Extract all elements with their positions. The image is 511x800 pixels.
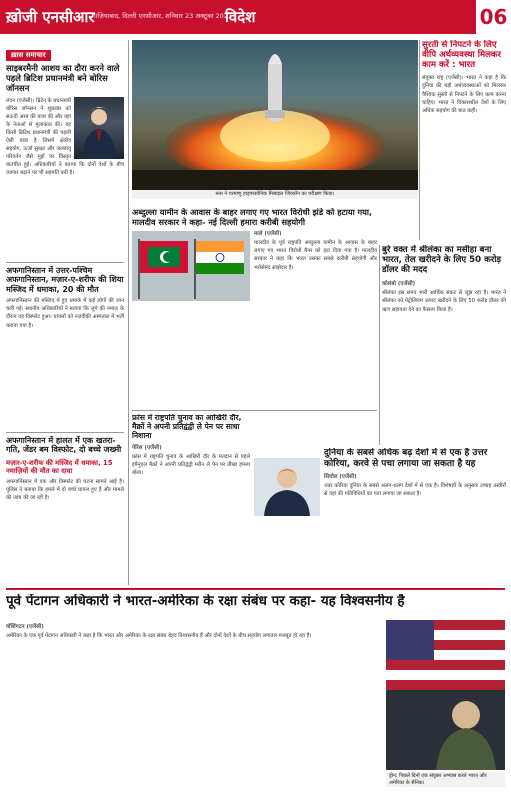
left-top-headline: साइबरमैनी आशय का दौरा करने वाले पहले ब्रिटिश प्रधानमंत्री बने बोरिस जॉनसन (6, 63, 120, 93)
maldives-body: मालदीव के पूर्व राष्ट्रपति अब्दुल्ला यामीन के आवास के बाहर लगाए गए भारत विरोधी बैनर को हटा दिया गया है। मालदीव सरकार ने कहा कि भारत उसका सबसे करीबी सहयोगी और भरोसेमंद साझेदार है। (254, 240, 377, 271)
srilanka-headline: बुरे वक्त में श्रीलंका का मसीहा बना भारत, तेल खरीदने के लिए 50 करोड़ डॉलर की मदद (382, 245, 502, 276)
person-portrait-icon (254, 458, 320, 516)
kicker-label: ख़ास समाचार (6, 50, 51, 61)
france-body: फ्रांस में राष्ट्रपति चुनाव के आखिरी दौर के मतदान से पहले इमैनुएल मैक्रों ने अपनी प्रतिद्वंद्वी मरीन ले पेन पर तीखा हमला बोला। (132, 453, 250, 476)
divider (6, 262, 124, 263)
left-bottom-story (6, 436, 124, 584)
left-mid-headline: अफगानिस्तान में उत्तर-पश्चिम अफगानिस्तान, मज़ार-ए-शरीफ की शिया मस्जिद में धमाका, 20 की मौत (6, 266, 124, 294)
pentagon-photo-caption: ड्रोन: पिछले दिनों एक संयुक्त अभ्यास करते भारत और अमेरिका के सैनिक। (386, 772, 505, 787)
pentagon-headline: पूर्व पेंटागन अधिकारी ने भारत-अमेरिका के रक्षा संबंध पर कहा- यह विश्वसनीय है (6, 594, 405, 609)
column-divider (128, 40, 129, 585)
divider (132, 410, 377, 411)
left-mid-story (6, 266, 124, 431)
column-divider (379, 245, 380, 445)
us-flag-soldier-photo (386, 620, 505, 770)
person-silhouette-icon (74, 97, 124, 159)
srilanka-story (382, 245, 506, 445)
srilanka-byline: कोलंबो (एजेंसी) (382, 281, 416, 288)
left-bottom-subheadline: मज़ार-ए-शरीफ की मस्जिद में धमाका, 15 नमाज़ियों की मौत का दावा (6, 458, 113, 475)
pentagon-byline: वॉशिंगटन (एजेंसी) (6, 624, 44, 630)
left-mid-body: अफगानिस्तान की मस्जिद में हुए धमाके में कई लोगों की जान चली गई। स्थानीय अधिकारियों ने बताया कि जुमे की नमाज़ के दौरान यह विस्फोट हुआ। घायलों को नज़दीकी अस्पताल में भर्ती कराया गया है। (6, 298, 124, 329)
maldives-byline: माले (एजेंसी) (254, 231, 282, 238)
korea-body: उत्तर कोरिया दुनिया के सबसे अलग-थलग देशों में से एक है। विशेषज्ञों के अनुसार उपग्रह तस्वीरों से वहां की गतिविधियों का पता लगाया जा सकता है। (324, 483, 506, 498)
maldives-india-flags-illustration (132, 231, 250, 301)
maldives-headline: अब्दुल्ला यामीन के आवास के बाहर लगाए गए भारत विरोधी झंडे को हटाया गया, मालदीव सरकार ने कहा- नई दिल्ली हमारा करीबी सहयोगी (132, 208, 373, 227)
macron-photo (254, 458, 320, 516)
missile-launch-illustration (132, 40, 418, 190)
left-bottom-headline: अफगानिस्तान में हालत में एक खतरा-गति, जेंडर बम विस्फोट, दो बच्चे जख्मी (6, 436, 122, 455)
korea-headline: दुनिया के सबसे अधिक बढ़ देशों में से एक है उत्तर कोरिया, करवे से पचा लगाया जा सकता है यह (324, 448, 488, 469)
divider (6, 432, 124, 433)
flags-photo (132, 231, 250, 301)
dateline: गाज़ियाबाद, दिल्ली एनसीआर, शनिवार 23 अक्टूबर 2021 (92, 12, 233, 20)
france-headline: फ्रांस में राष्ट्रपति चुनाव का आखिरी दौर, मैक्रों ने अपनी प्रतिद्वंद्वी ले पेन पर साधा निशाना (132, 414, 242, 440)
masthead-brand: ख़ोजी एनसीआर (6, 8, 95, 26)
us-flag-illustration (386, 620, 505, 770)
left-top-story (6, 42, 124, 260)
north-korea-story (324, 448, 506, 584)
pentagon-body: अमेरिका के एक पूर्व पेंटागन अधिकारी ने कहा है कि भारत और अमेरिका के रक्षा संबंध बेहद विश्वसनीय हैं और दोनों देशों के बीच सहयोग लगातार मजबूत हो रहा है। (6, 633, 312, 639)
pentagon-story (6, 594, 505, 794)
korea-byline: सियोल (एजेंसी) (324, 474, 357, 481)
france-byline: पेरिस (एजेंसी) (132, 444, 162, 451)
france-story (132, 414, 250, 584)
boris-johnson-photo (74, 97, 124, 159)
main-photo-caption: रूस ने परमाणु हाइपरसोनिक मिसाइल जिरकॉन का परीक्षण किया। (132, 190, 418, 199)
right-top-headline: सुरती से निपटने के लिए वीपि अर्थव्यवस्था मिलकर काम करें : भारत (422, 40, 502, 71)
page-number: 06 (473, 0, 511, 34)
left-top-body: लंदन (एजेंसी)। ब्रिटेन के प्रधानमंत्री बोरिस जॉनसन ने शुक्रवार को सऊदी अरब की यात्रा की और वहां के नेताओं से मुलाकात की। यह किसी ब्रिटिश प्रधानमंत्री की पहली ऐसी यात्रा है जिसमें क्षेत्रीय सहयोग, ऊर्जा सुरक्षा और जलवायु परिवर्तन जैसे मुद्दों पर विस्तृत बातचीत हुई। अधिकारियों ने बताया कि दोनों देशों के बीच व्यापार बढ़ाने पर भी सहमति बनी है। (6, 97, 124, 177)
column-divider (419, 40, 420, 240)
missile-launch-photo (132, 40, 418, 190)
left-bottom-body: अफगानिस्तान में एक और विस्फोट की घटना सामने आई है। पुलिस ने बताया कि हमले में दो बच्चे घायल हुए हैं और मामले की जांच की जा रही है। (6, 478, 124, 502)
srilanka-body: श्रीलंका इस समय भारी आर्थिक संकट से जूझ रहा है। भारत ने श्रीलंका को पेट्रोलियम उत्पाद खरीदने के लिए 50 करोड़ डॉलर की ऋण सहायता देने का फैसला किया है। (382, 290, 506, 313)
right-top-body: संयुक्त राष्ट्र (एजेंसी)। भारत ने कहा है कि दुनिया की बड़ी अर्थव्यवस्थाओं को मिलकर वैश्विक सुस्ती से निपटने के लिए काम करना चाहिए। भारत ने विकासशील देशों के लिए अधिक सहयोग की बात कही। (422, 75, 506, 114)
maldives-story (132, 208, 377, 408)
right-top-story (422, 40, 506, 240)
section-title: विदेश (225, 8, 256, 26)
page-header (0, 0, 511, 34)
pentagon-body-column (6, 620, 382, 794)
section-divider (6, 588, 505, 590)
